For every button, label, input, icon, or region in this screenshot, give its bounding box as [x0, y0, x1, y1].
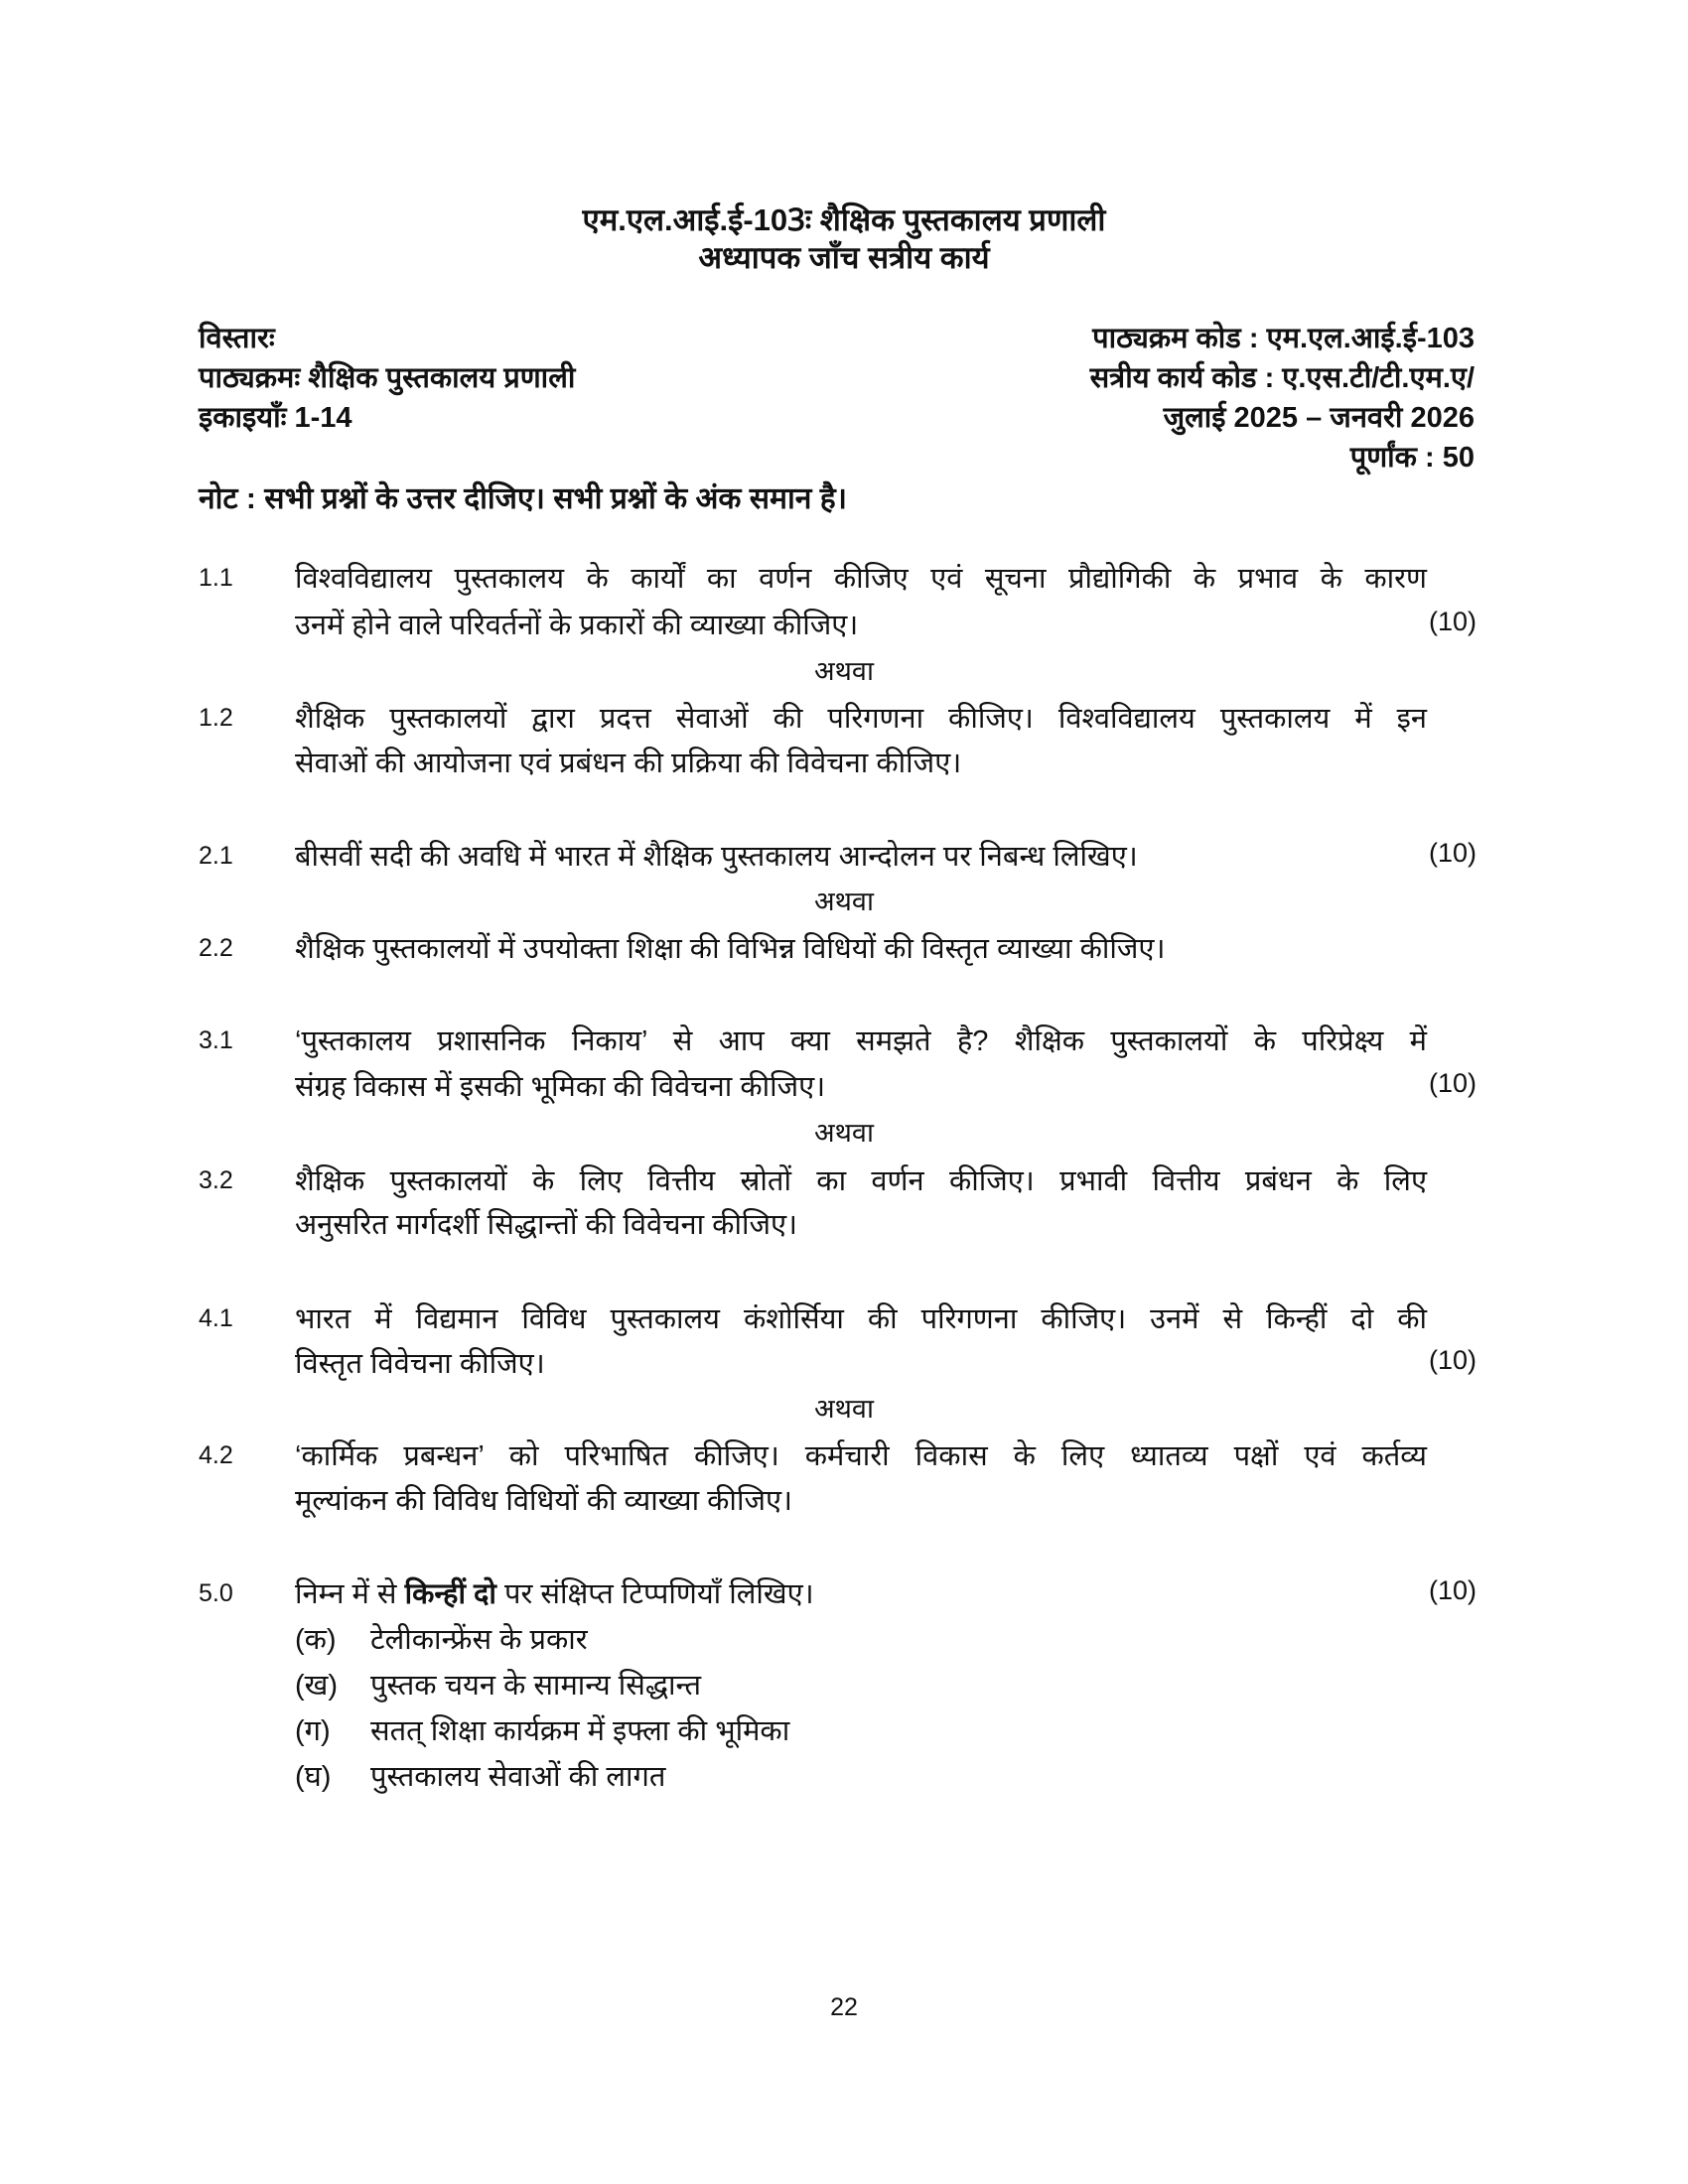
question-text: उनमें होने वाले परिवर्तनों के प्रकारों की व्याख्या कीजिए।	[295, 610, 859, 641]
question-marks: (10)	[1428, 1575, 1477, 1605]
question-text: संग्रह विकास में इसकी भूमिका की विवेचना कीजिए।	[295, 1071, 826, 1103]
units-value: 1-14	[294, 402, 352, 434]
question-text: ‘कार्मिक प्रबन्धन’ को परिभाषित कीजिए। कर्मचारी विकास के लिए ध्यातव्य पक्षों एवं कर्तव्य	[295, 1440, 1427, 1472]
question-suffix: पर संक्षिप्त टिप्पणियाँ लिखिए।	[495, 1578, 814, 1610]
question-text: मूल्यांकन की विविध विधियों की व्याख्या कीजिए।	[295, 1485, 793, 1517]
extension-label: विस्तारः	[199, 323, 275, 354]
question-prefix: निम्न में से	[295, 1578, 405, 1610]
question-number: 3.2	[199, 1166, 233, 1194]
sub-item-text: सतत् शिक्षा कार्यक्रम में इफ्ला की भूमिका	[370, 1715, 790, 1747]
or-separator: अथवा	[814, 656, 874, 686]
question-number: 4.2	[199, 1441, 233, 1469]
instructions-note: नोट : सभी प्रश्नों के उत्तर दीजिए। सभी प्रश्नों के अंक समान है।	[199, 482, 848, 515]
course-code: पाठ्यक्रम कोड : एम.एल.आई.ई-103	[1092, 323, 1475, 354]
question-text: भारत में विद्यमान विविध पुस्तकालय कंशोर्सिया की परिगणना कीजिए। उनमें से किन्हीं दो की	[295, 1303, 1427, 1335]
question-text: बीसवीं सदी की अवधि में भारत में शैक्षिक पुस्तकालय आन्दोलन पर निबन्ध लिखिए।	[295, 841, 1138, 873]
sub-item-text: पुस्तक चयन के सामान्य सिद्धान्त	[370, 1670, 701, 1702]
document-subtitle: अध्यापक जाँच सत्रीय कार्य	[698, 240, 990, 275]
sub-item-label: (घ)	[295, 1761, 332, 1793]
document-title: एम.एल.आई.ई-103ः शैक्षिक पुस्तकालय प्रणाली	[582, 203, 1106, 237]
question-text: शैक्षिक पुस्तकालयों में उपयोक्ता शिक्षा की विभिन्न विधियों की विस्तृत व्याख्या कीजिए।	[295, 933, 1166, 965]
sub-item-label: (क)	[295, 1624, 337, 1656]
question-number: 1.1	[199, 564, 233, 592]
question-text: विश्वविद्यालय पुस्तकालय के कार्यों का वर्णन कीजिए एवं सूचना प्रौद्योगिकी के प्रभाव के कारण	[295, 563, 1427, 595]
question-text: सेवाओं की आयोजना एवं प्रबंधन की प्रक्रिया की विवेचना कीजिए।	[295, 748, 962, 779]
assignment-code: सत्रीय कार्य कोड : ए.एस.टी/टी.एम.ए/	[1089, 362, 1475, 394]
question-number: 2.2	[199, 934, 233, 962]
question-text: शैक्षिक पुस्तकालयों द्वारा प्रदत्त सेवाओं की परिगणना कीजिए। विश्वविद्यालय पुस्तकालय में इन	[295, 703, 1427, 735]
question-number: 5.0	[199, 1579, 233, 1607]
units-line	[199, 397, 352, 436]
maximum-marks: पूर्णांक : 50	[1349, 442, 1475, 474]
question-number: 4.1	[199, 1304, 233, 1332]
question-marks: (10)	[1428, 607, 1477, 636]
question-text: ‘पुस्तकालय प्रशासनिक निकाय’ से आप क्या समझते है? शैक्षिक पुस्तकालयों के परिप्रेक्ष्य में	[295, 1025, 1427, 1057]
or-separator: अथवा	[814, 1394, 874, 1424]
or-separator: अथवा	[814, 1118, 874, 1148]
question-text: अनुसरित मार्गदर्शी सिद्धान्तों की विवेचना कीजिए।	[295, 1209, 798, 1241]
sub-item-label: (ख)	[295, 1670, 339, 1702]
question-number: 3.1	[199, 1026, 233, 1054]
units-label: इकाइयाँः	[199, 402, 287, 434]
question-text: विस्तृत विवेचना कीजिए।	[295, 1348, 545, 1380]
page-number: 22	[830, 1993, 858, 2021]
question-emphasis: किन्हीं दो	[404, 1578, 496, 1610]
question-text: शैक्षिक पुस्तकालयों के लिए वित्तीय स्रोतों का वर्णन कीजिए। प्रभावी वित्तीय प्रबंधन के लिए	[295, 1165, 1427, 1197]
question-text	[295, 1573, 814, 1612]
question-number: 2.1	[199, 842, 233, 870]
or-separator: अथवा	[814, 887, 874, 916]
question-number: 1.2	[199, 704, 233, 732]
question-marks: (10)	[1428, 838, 1477, 868]
sub-item-label: (ग)	[295, 1715, 331, 1747]
course-name: पाठ्यक्रमः शैक्षिक पुस्तकालय प्रणाली	[199, 362, 576, 394]
session-dates: जुलाई 2025 – जनवरी 2026	[1163, 402, 1475, 434]
question-marks: (10)	[1428, 1345, 1477, 1375]
question-marks: (10)	[1428, 1068, 1477, 1098]
sub-item-text: टेलीकान्फ्रेंस के प्रकार	[370, 1624, 588, 1656]
sub-item-text: पुस्तकालय सेवाओं की लागत	[370, 1761, 666, 1793]
